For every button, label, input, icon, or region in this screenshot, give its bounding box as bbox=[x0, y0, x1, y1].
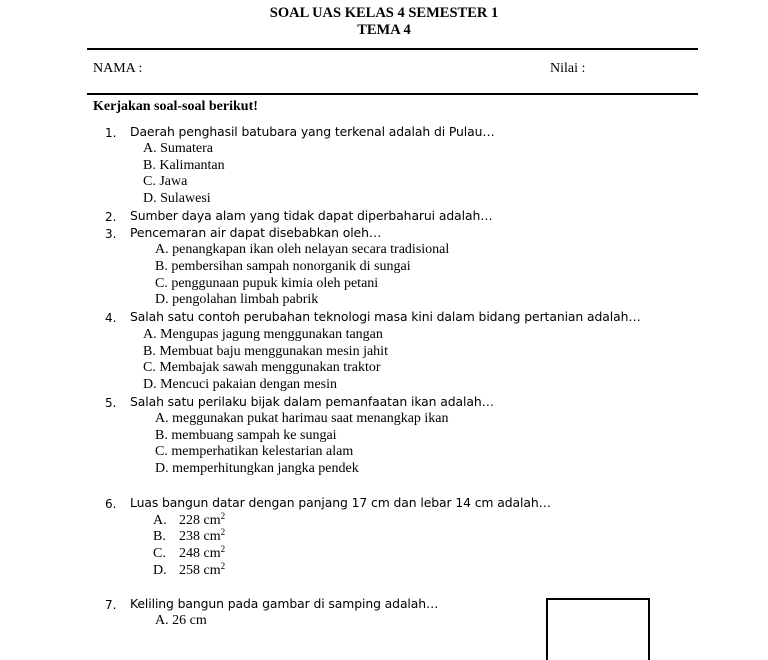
instruction: Kerjakan soal-soal berikut! bbox=[93, 99, 258, 114]
option-a: A. 26 cm bbox=[155, 613, 207, 628]
option-a: A. meggunakan pukat harimau saat menangkap ikan bbox=[155, 411, 449, 426]
figure-box bbox=[546, 598, 650, 660]
option-value: 248 $cm^2$ bbox=[179, 544, 226, 561]
question-text: Daerah penghasil batubara yang terkenal adalah di Pulau… bbox=[130, 124, 495, 139]
option-a: A. Mengupas jagung menggunakan tangan bbox=[143, 327, 383, 342]
top-divider bbox=[87, 48, 698, 50]
bottom-divider bbox=[87, 93, 698, 95]
question-text: Salah satu contoh perubahan teknologi masa kini dalam bidang pertanian adalah… bbox=[130, 309, 641, 324]
question-number: 3. bbox=[105, 227, 117, 241]
question-number: 2. bbox=[105, 210, 117, 224]
question-number: 4. bbox=[105, 311, 117, 325]
option-c bbox=[153, 544, 226, 562]
option-b: B. pembersihan sampah nonorganik di sungai bbox=[155, 259, 411, 274]
document-subtitle: TEMA 4 bbox=[357, 22, 411, 38]
option-d: D. Sulawesi bbox=[143, 191, 211, 206]
option-c: C. penggunaan pupuk kimia oleh petani bbox=[155, 276, 379, 291]
option-letter: A. bbox=[153, 513, 167, 528]
option-value: 258 $cm^2$ bbox=[179, 561, 226, 578]
option-b: B. Kalimantan bbox=[143, 158, 225, 173]
option-b: B. Membuat baju menggunakan mesin jahit bbox=[143, 344, 388, 359]
option-d: D. Mencuci pakaian dengan mesin bbox=[143, 377, 337, 392]
option-c: C. Jawa bbox=[143, 174, 188, 189]
option-a: A. penangkapan ikan oleh nelayan secara tradisional bbox=[155, 242, 450, 257]
question-number: 5. bbox=[105, 396, 117, 410]
option-a bbox=[153, 511, 226, 529]
name-label: NAMA : bbox=[93, 61, 143, 76]
option-c: C. memperhatikan kelestarian alam bbox=[155, 444, 354, 459]
option-letter: D. bbox=[153, 563, 167, 578]
option-letter: B. bbox=[153, 529, 166, 544]
document-title: SOAL UAS KELAS 4 SEMESTER 1 bbox=[269, 5, 499, 21]
option-c: C. Membajak sawah menggunakan traktor bbox=[143, 360, 381, 375]
question-text: Keliling bangun pada gambar di samping adalah… bbox=[130, 596, 439, 611]
question-text: Sumber daya alam yang tidak dapat diperbaharui adalah… bbox=[130, 208, 493, 223]
option-d: D. memperhitungkan jangka pendek bbox=[155, 461, 359, 476]
option-d bbox=[153, 561, 226, 579]
question-number: 7. bbox=[105, 598, 117, 612]
question-text: Luas bangun datar dengan panjang 17 cm dan lebar 14 cm adalah… bbox=[130, 495, 551, 510]
option-b: B. membuang sampah ke sungai bbox=[155, 428, 337, 443]
option-letter: C. bbox=[153, 546, 166, 561]
option-b bbox=[153, 527, 226, 545]
option-a: A. Sumatera bbox=[143, 141, 213, 156]
option-value: 228 $cm^2$ bbox=[179, 511, 226, 528]
question-number: 6. bbox=[105, 497, 117, 511]
question-text: Pencemaran air dapat disebabkan oleh… bbox=[130, 225, 382, 240]
question-text: Salah satu perilaku bijak dalam pemanfaatan ikan adalah… bbox=[130, 394, 494, 409]
score-label: Nilai : bbox=[550, 61, 586, 76]
option-d: D. pengolahan limbah pabrik bbox=[155, 292, 319, 307]
option-value: 238 $cm^2$ bbox=[179, 527, 226, 544]
question-number: 1. bbox=[105, 126, 117, 140]
